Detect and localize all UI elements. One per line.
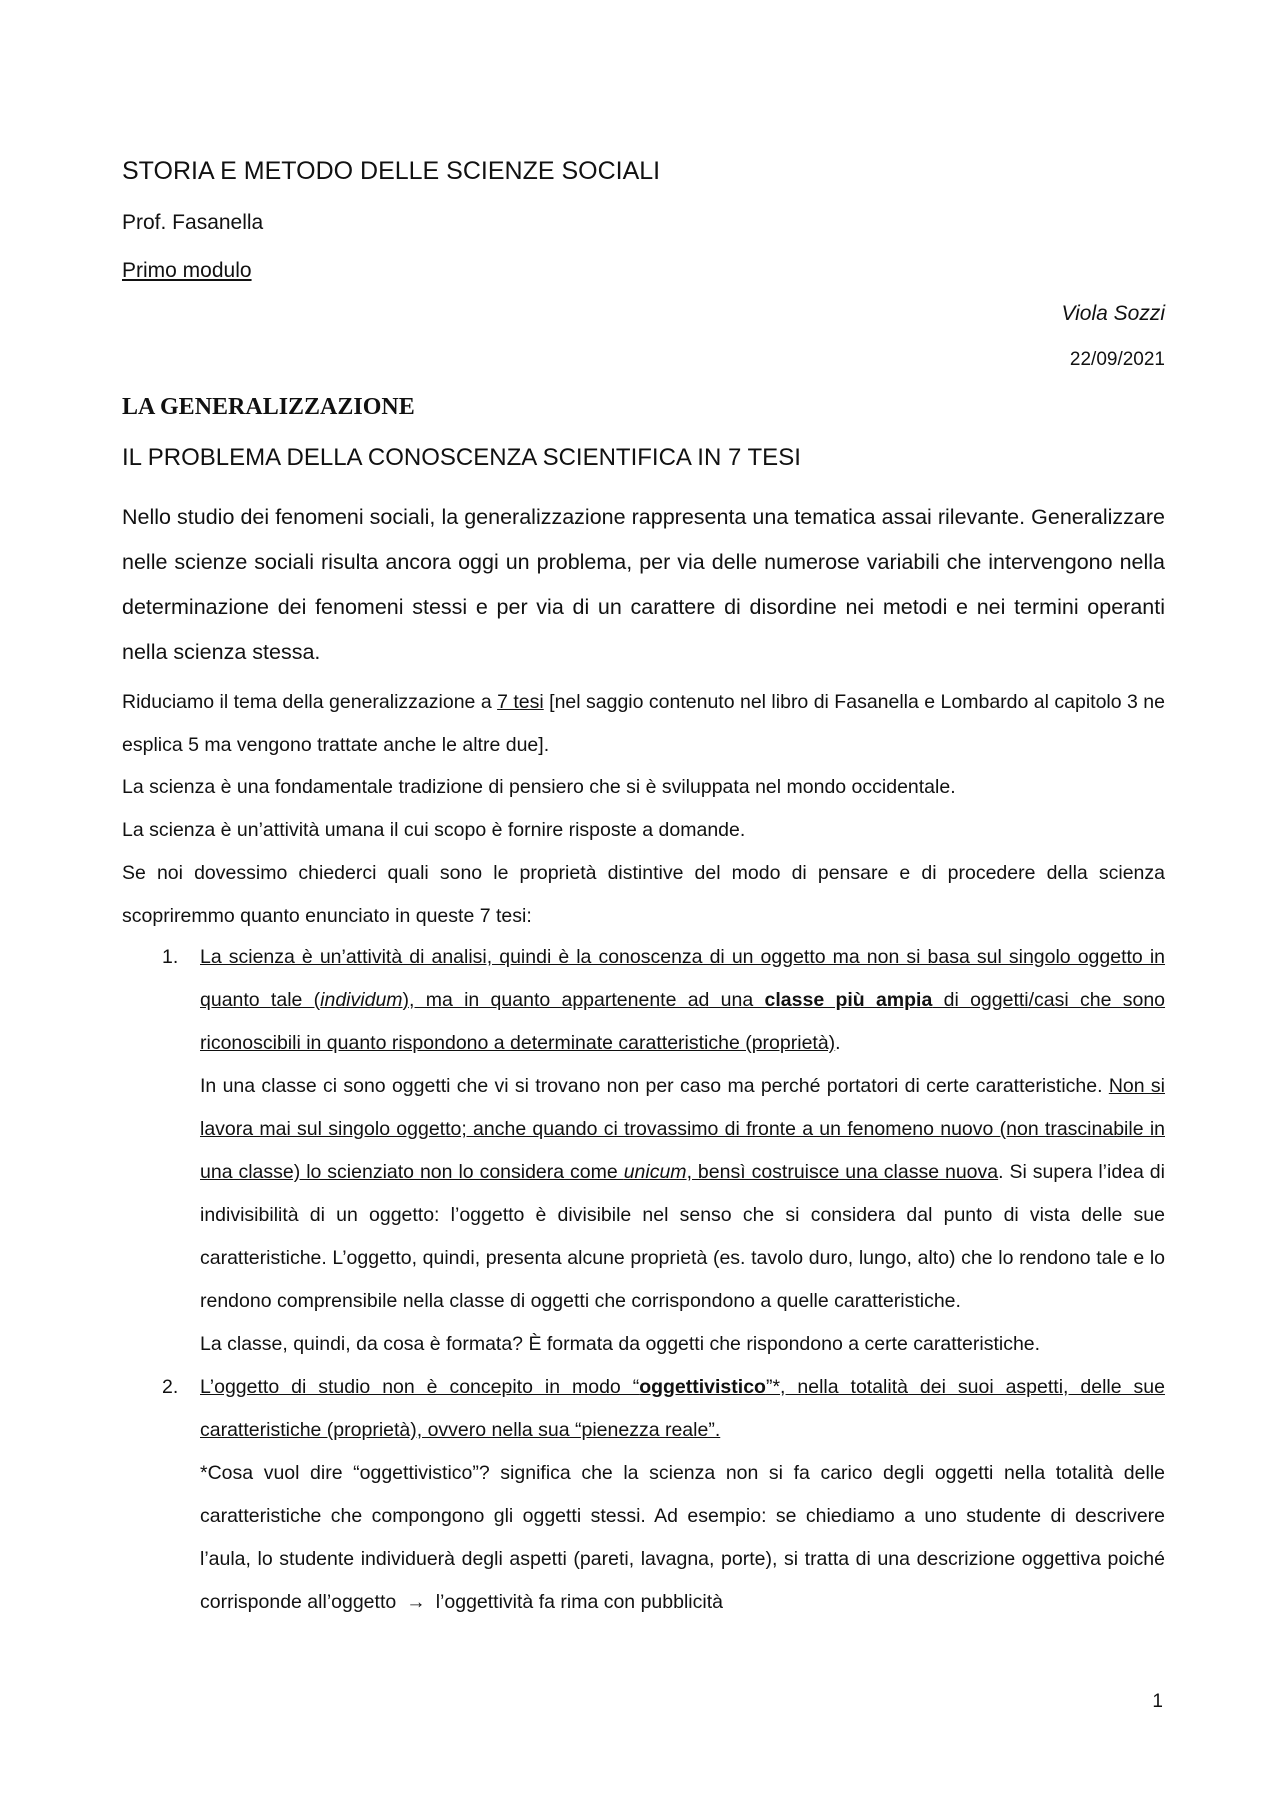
right-arrow-icon: → (406, 1591, 426, 1613)
thesis-statement-part: ”*, nella totalità dei suoi aspetti, delle sue caratteristiche (proprietà), ovvero nella sua “pienezza reale”. (200, 1376, 1165, 1441)
thesis-underlined-statement (200, 1376, 1165, 1441)
page-number: 1 (1152, 1691, 1163, 1712)
seven-theses-link: 7 tesi (497, 691, 544, 713)
key-term: classe più ampia (764, 989, 933, 1011)
thesis-explanation: In una classe ci sono oggetti che vi si trovano non per caso ma perché portatori di certe caratteristiche. (200, 1075, 1109, 1097)
intro-paragraph: Nello studio dei fenomeni sociali, la generalizzazione rappresenta una tematica assai rilevante. Generalizzare nelle scienze sociali risulta ancora oggi un problema, per via delle numerose variabili che intervengono nella determinazione dei fenomeni stessi e per via di un carattere di disordine nei metodi e nei termini operanti nella scienza stessa. (122, 505, 1165, 664)
thesis-period: . (835, 1032, 841, 1054)
science-activity-paragraph: La scienza è un’attività umana il cui scopo è fornire risposte a domande. (122, 819, 746, 841)
module-label: Primo modulo (122, 259, 252, 282)
thesis-number: 1. (162, 946, 179, 968)
thesis-statement-part: L’oggetto di studio non è concepito in modo “ (200, 1376, 640, 1398)
thesis-statement-part: La scienza è un’attività di analisi, quindi è la conoscenza di un oggetto ma non si basa sul singolo oggetto in quanto tale ( (200, 946, 1165, 1011)
intro-text-before: Riduciamo il tema della generalizzazione a (122, 691, 498, 713)
thesis-underlined-statement (200, 946, 1165, 1054)
thesis-question: La classe, quindi, da cosa è formata? È formata da oggetti che rispondono a certe caratteristiche. (200, 1333, 1041, 1355)
author-name: Viola Sozzi (1061, 302, 1165, 325)
latin-term: unicum (623, 1161, 687, 1183)
thesis-explanation-part: Non si lavora mai sul singolo oggetto; anche quando ci trovassimo di fronte a un fenomeno nuovo (non trascinabile in una classe) lo scienziato non lo considera come (200, 1075, 1165, 1183)
thesis-number: 2. (162, 1376, 179, 1398)
thesis-item-1 (122, 936, 1165, 1366)
thesis-item-2 (122, 1366, 1165, 1624)
professor-name: Prof. Fasanella (122, 211, 264, 234)
thesis-text (200, 936, 1165, 1366)
thesis-explanation: . Si supera l’idea di indivisibilità di un oggetto: l’oggetto è divisibile nel senso che si considera dal punto di vista delle sue caratteristiche. L’oggetto, quindi, presenta alcune proprietà (es. tavolo duro, lungo, alto) che lo rendono tale e lo rendono comprensibile nella classe di oggetti che corrispondono a quelle caratteristiche. (200, 1161, 1165, 1312)
key-term: oggettivistico (639, 1376, 766, 1398)
course-title: STORIA E METODO DELLE SCIENZE SOCIALI (122, 157, 661, 185)
thesis-statement-part: ), ma in quanto appartenente ad una (402, 989, 765, 1011)
thesis-text (200, 1366, 1165, 1624)
section-subtitle: IL PROBLEMA DELLA CONOSCENZA SCIENTIFICA IN 7 TESI (122, 444, 801, 471)
thesis-statement-part: di oggetti/casi che sono riconoscibili in quanto rispondono a determinate caratteristiche (proprietà) (200, 989, 1166, 1054)
thesis-explanation: l’oggettività fa rima con pubblicità (435, 1591, 723, 1613)
document-date: 22/09/2021 (1069, 349, 1165, 370)
science-tradition-paragraph: La scienza è una fondamentale tradizione di pensiero che si è sviluppata nel mondo occidentale. (122, 776, 956, 798)
intro-text-after: [nel saggio contenuto nel libro di Fasanella e Lombardo al capitolo 3 ne esplica 5 ma vengono trattate anche le altre due]. (122, 691, 1165, 756)
thesis-explanation-part: , bensì costruisce una classe nuova (686, 1161, 999, 1183)
section-title: LA GENERALIZZAZIONE (122, 394, 415, 420)
intro-seven-theses-paragraph (122, 681, 1165, 767)
distinctive-properties-paragraph: Se noi dovessimo chiederci quali sono le proprietà distintive del modo di pensare e di procedere della scienza scopriremmo quanto enunciato in queste 7 tesi: (122, 862, 1165, 927)
thesis-explanation: *Cosa vuol dire “oggettivistico”? significa che la scienza non si fa carico degli oggetti nella totalità delle caratteristiche che compongono gli oggetti stessi. Ad esempio: se chiediamo a uno studente di descrivere l’aula, lo studente individuerà degli aspetti (pareti, lavagna, porte), si tratta di una descrizione oggettiva poiché corrisponde all’oggetto (200, 1462, 1165, 1613)
theses-list (122, 936, 1165, 1624)
latin-term: individum (320, 989, 403, 1011)
